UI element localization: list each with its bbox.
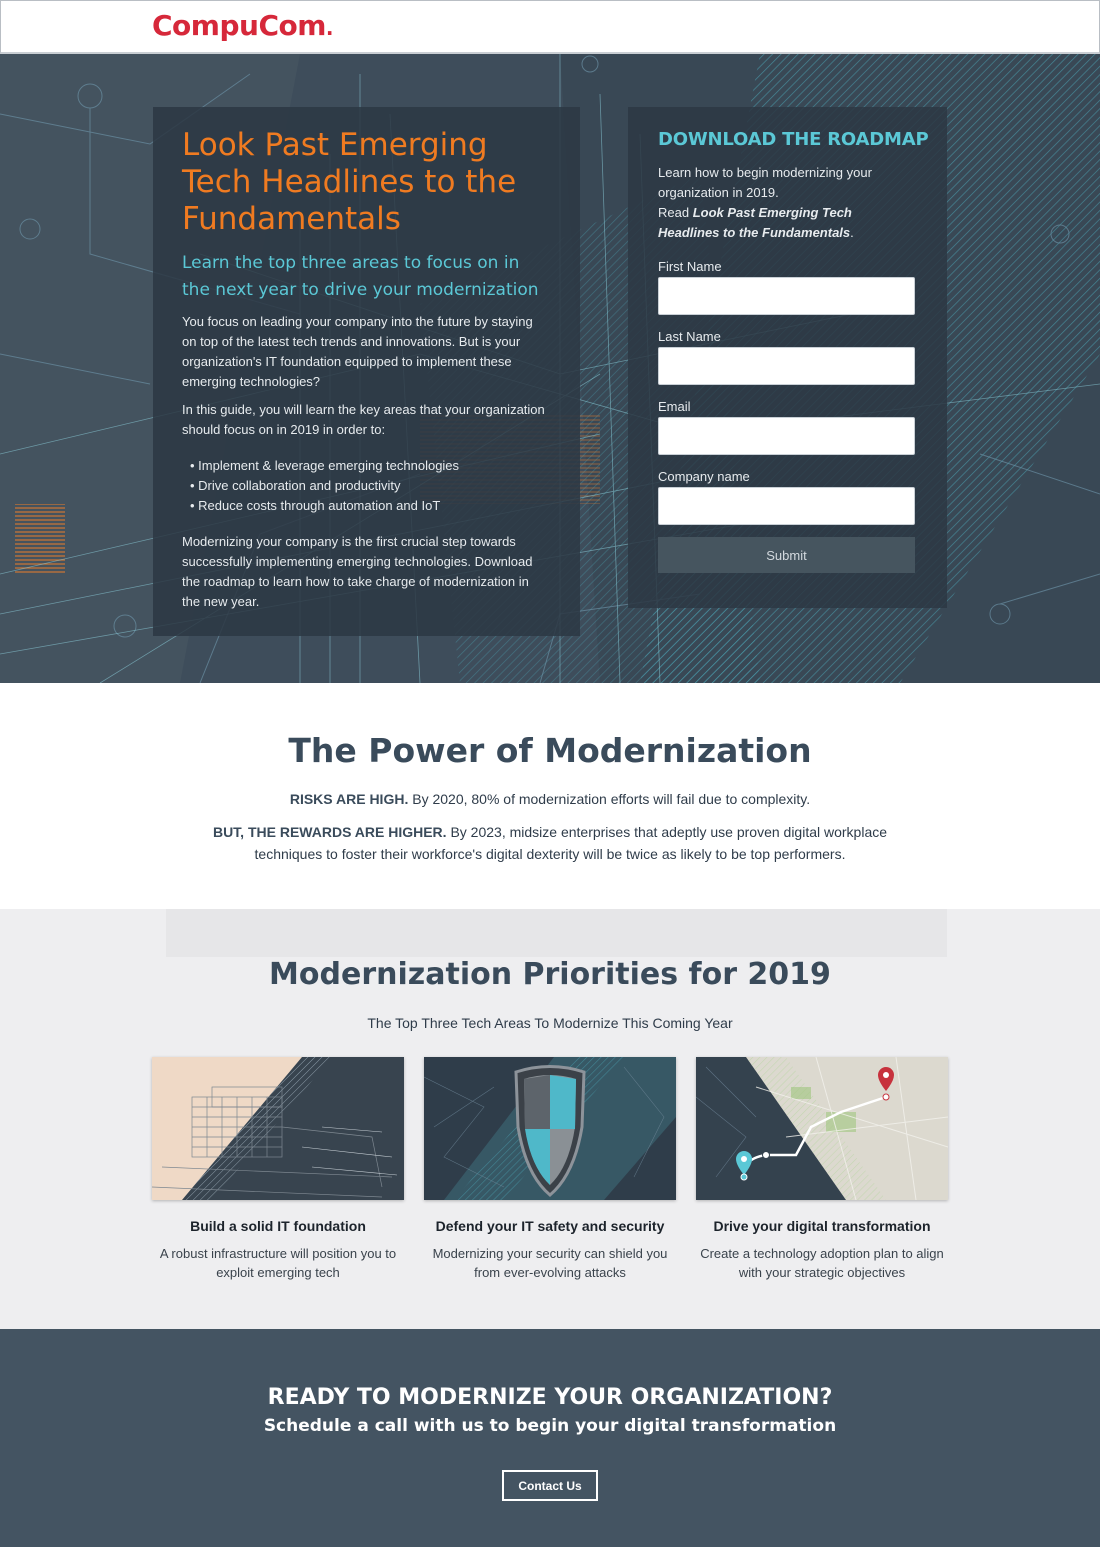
priorities-section	[0, 909, 1100, 1329]
email-field[interactable]	[658, 417, 915, 455]
hero-section	[0, 54, 1100, 683]
first-name-field[interactable]	[658, 277, 915, 315]
power-title: The Power of Modernization	[288, 731, 812, 770]
form-intro	[658, 163, 916, 243]
hero-subtitle: Learn the top three areas to focus on in the next year to drive your modernization	[182, 253, 539, 300]
card-digital-transformation	[696, 1057, 948, 1282]
company-name-label: Company name	[658, 469, 750, 484]
card-security	[424, 1057, 676, 1282]
power-section	[0, 683, 1100, 909]
rewards-statement	[180, 821, 920, 865]
form-title: DOWNLOAD THE ROADMAP	[658, 129, 929, 150]
priority-cards	[152, 1057, 948, 1282]
shield-image	[424, 1057, 676, 1200]
building-sketch-image	[152, 1057, 404, 1200]
list-item: • Reduce costs through automation and IoT	[190, 496, 550, 516]
last-name-label: Last Name	[658, 329, 721, 344]
form-intro-title: Look Past Emerging Tech Headlines to the Fundamentals	[658, 205, 852, 240]
rewards-lead: BUT, THE REWARDS ARE HIGHER.	[212, 824, 447, 840]
card-title: Build a solid IT foundation	[190, 1218, 366, 1234]
cta-section	[0, 1329, 1100, 1547]
priorities-subtitle: The Top Three Tech Areas To Modernize This Coming Year	[367, 1015, 733, 1031]
card-description: A robust infrastructure will position you to exploit emerging tech	[159, 1246, 397, 1280]
cta-subtitle: Schedule a call with us to begin your digital transformation	[263, 1416, 837, 1436]
last-name-field[interactable]	[658, 347, 915, 385]
email-label: Email	[658, 399, 691, 414]
hero-paragraph-1: You focus on leading your company into the future by staying on top of the latest tech trends and innovations. But is your organization's IT foundation equipped to implement these emerging technologies?	[182, 314, 533, 389]
priorities-title: Modernization Priorities for 2019	[269, 957, 831, 992]
company-name-field[interactable]	[658, 487, 915, 525]
card-title: Drive your digital transformation	[713, 1218, 931, 1234]
first-name-label: First Name	[658, 259, 722, 274]
risks-statement	[0, 788, 1100, 810]
contact-us-button[interactable]: Contact Us	[502, 1470, 598, 1501]
risks-text: By 2020, 80% of modernization efforts will fail due to complexity.	[408, 791, 811, 807]
submit-button[interactable]: Submit	[658, 537, 915, 573]
card-description: Modernizing your security can shield you from ever-evolving attacks	[432, 1246, 668, 1280]
download-form	[628, 107, 947, 608]
rewards-text: By 2023, midsize enterprises that adeptly use proven digital workplace techniques to foster their workforce's digital dexterity will be twice as likely to be top performers.	[254, 824, 888, 862]
hero-content-panel	[153, 107, 580, 636]
card-title: Defend your IT safety and security	[435, 1218, 665, 1234]
hero-paragraph-2: In this guide, you will learn the key areas that your organization should focus on in 2019 in order to:	[182, 402, 545, 437]
form-intro-end: .	[850, 225, 854, 240]
hero-bullet-list	[190, 456, 550, 516]
cta-title: READY TO MODERNIZE YOUR ORGANIZATION?	[267, 1385, 833, 1410]
card-it-foundation	[152, 1057, 404, 1282]
section-divider-strip	[166, 909, 947, 957]
form-intro-read: Read	[658, 205, 693, 220]
hero-title: Look Past Emerging Tech Headlines to the Fundamentals	[182, 127, 517, 237]
list-item: • Implement & leverage emerging technologies	[190, 456, 550, 476]
site-header	[0, 0, 1100, 54]
logo-mark: .	[325, 16, 334, 40]
logo-text: CompuCom	[152, 9, 326, 42]
compucom-logo[interactable]	[152, 9, 333, 42]
hero-closing-paragraph: Modernizing your company is the first crucial step towards successfully implementing emerging technologies. Download the roadmap to learn how to take charge of modernization in the new year.	[182, 534, 533, 609]
risks-lead: RISKS ARE HIGH.	[289, 791, 409, 807]
map-route-image	[696, 1057, 948, 1200]
form-intro-line: Learn how to begin modernizing your organization in 2019.	[658, 165, 872, 200]
card-description: Create a technology adoption plan to align with your strategic objectives	[700, 1246, 944, 1280]
list-item: • Drive collaboration and productivity	[190, 476, 550, 496]
